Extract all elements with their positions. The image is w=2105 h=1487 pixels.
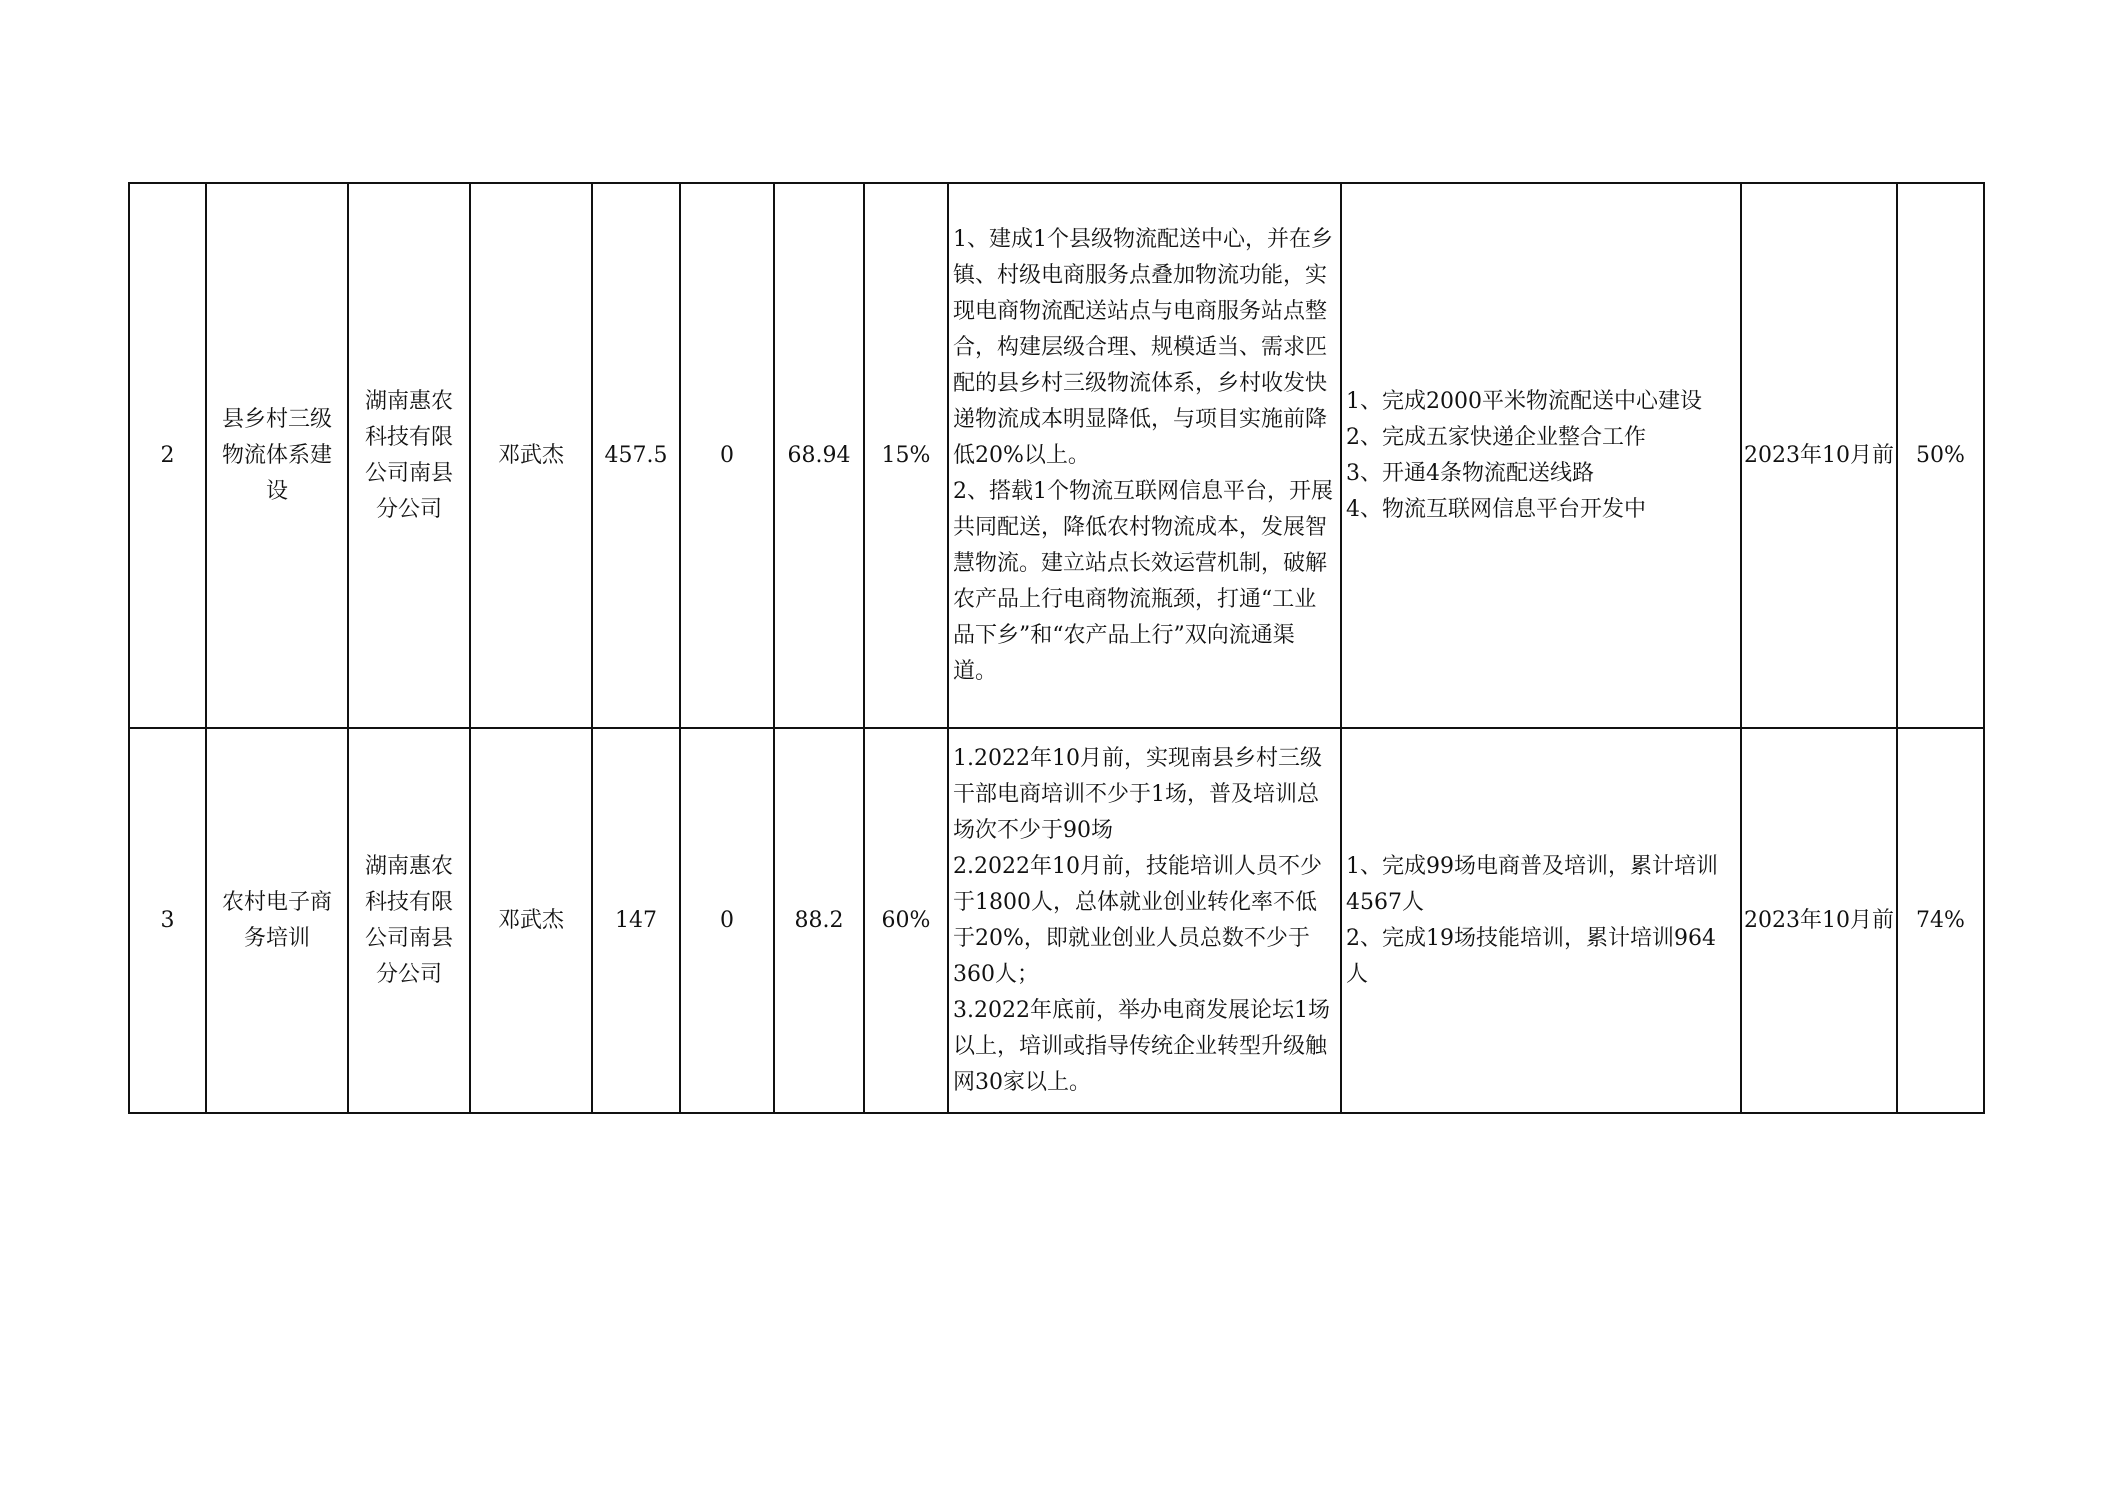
row-number-cell: 2 xyxy=(129,183,206,728)
project-name-cell: 农村电子商务培训 xyxy=(206,728,348,1113)
company-cell: 湖南惠农科技有限公司南县分公司 xyxy=(348,183,470,728)
percent-b-cell: 74% xyxy=(1897,728,1984,1113)
progress-text: 1、完成99场电商普及培训，累计培训4567人 2、完成19场技能培训，累计培训964人 xyxy=(1346,853,1718,987)
percent-b-cell: 50% xyxy=(1897,183,1984,728)
percent-a-cell: 60% xyxy=(864,728,948,1113)
goals-text: 1、建成1个县级物流配送中心，并在乡镇、村级电商服务点叠加物流功能，实现电商物流配送站点与电商服务站点整合，构建层级合理、规模适当、需求匹配的县乡村三级物流体系，乡村收发快递物流成本明显降低，与项目实施前降低20%以上。 2、搭载1个物流互联网信息平台，开展共同配送，降低农村物流成本，发展智慧物流。建立站点长效运营机制，破解农产品上行电商物流瓶颈，打通“工业品下乡”和“农产品上行”双向流通渠道。 xyxy=(953,226,1333,684)
progress-cell xyxy=(1341,728,1741,1113)
amount-b-cell: 68.94 xyxy=(774,183,864,728)
table-row xyxy=(129,728,1984,1113)
responsible-person-cell: 邓武杰 xyxy=(470,183,592,728)
amount-b-cell: 88.2 xyxy=(774,728,864,1113)
row-number-cell: 3 xyxy=(129,728,206,1113)
amount-a-cell: 0 xyxy=(680,728,774,1113)
goals-cell xyxy=(948,728,1341,1113)
table-row xyxy=(129,183,1984,728)
goals-text: 1.2022年10月前，实现南县乡村三级干部电商培训不少于1场，普及培训总场次不少于90场 2.2022年10月前，技能培训人员不少于1800人，总体就业创业转化率不低于20%，即就业创业人员总数不少于360人； 3.2022年底前，举办电商发展论坛1场以上，培训或指导传统企业转型升级触网30家以上。 xyxy=(953,745,1330,1095)
total-amount-cell: 457.5 xyxy=(592,183,680,728)
amount-a-cell: 0 xyxy=(680,183,774,728)
percent-a-cell: 15% xyxy=(864,183,948,728)
goals-cell xyxy=(948,183,1341,728)
project-name-cell: 县乡村三级物流体系建设 xyxy=(206,183,348,728)
deadline-cell: 2023年10月前 xyxy=(1741,728,1897,1113)
deadline-cell: 2023年10月前 xyxy=(1741,183,1897,728)
progress-text: 1、完成2000平米物流配送中心建设 2、完成五家快递企业整合工作 3、开通4条物流配送线路 4、物流互联网信息平台开发中 xyxy=(1346,388,1702,522)
company-cell: 湖南惠农科技有限公司南县分公司 xyxy=(348,728,470,1113)
total-amount-cell: 147 xyxy=(592,728,680,1113)
progress-cell xyxy=(1341,183,1741,728)
responsible-person-cell: 邓武杰 xyxy=(470,728,592,1113)
project-progress-table xyxy=(128,182,1985,1114)
